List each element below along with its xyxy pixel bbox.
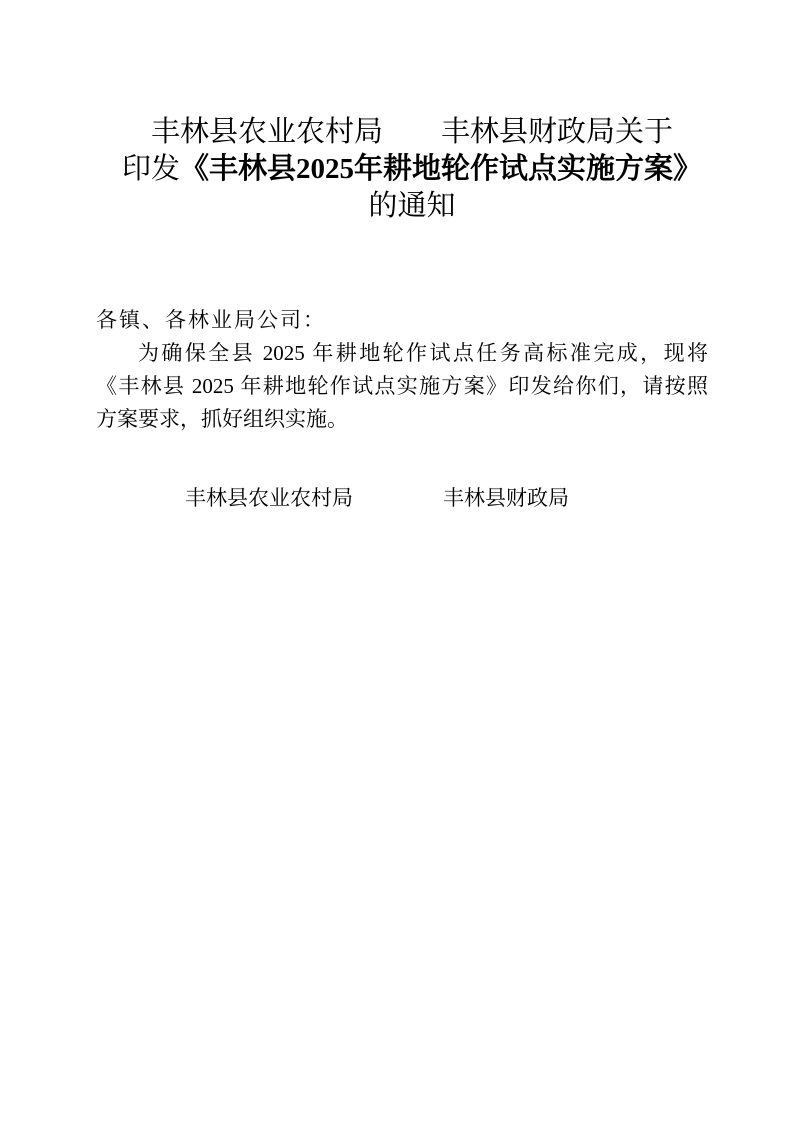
paragraph-line: 为确保全县 2025 年耕地轮作试点任务高标准完成，现将 xyxy=(138,341,708,365)
salutation: 各镇、各林业局公司： xyxy=(96,308,326,332)
paragraph-line: 方案要求，抓好组织实施。 xyxy=(96,407,348,431)
signature-agriculture-rural-bureau: 丰林县农业农村局 xyxy=(185,486,353,510)
title-line-subject xyxy=(116,151,708,188)
title-subject-prefix: 印发 xyxy=(121,153,180,185)
signature-row xyxy=(96,482,708,515)
document-title xyxy=(96,114,708,225)
document-body xyxy=(96,304,708,436)
title-line-notice-suffix: 的通知 xyxy=(368,190,456,222)
signature-finance-bureau: 丰林县财政局 xyxy=(443,486,569,510)
title-line-issuing-agencies: 丰林县农业农村局 丰林县财政局关于 xyxy=(150,116,673,148)
title-subject-book-title: 《丰林县2025年耕地轮作试点实施方案》 xyxy=(180,153,703,185)
paragraph-line: 《丰林县 2025 年耕地轮作试点实施方案》印发给你们，请按照 xyxy=(96,374,708,398)
